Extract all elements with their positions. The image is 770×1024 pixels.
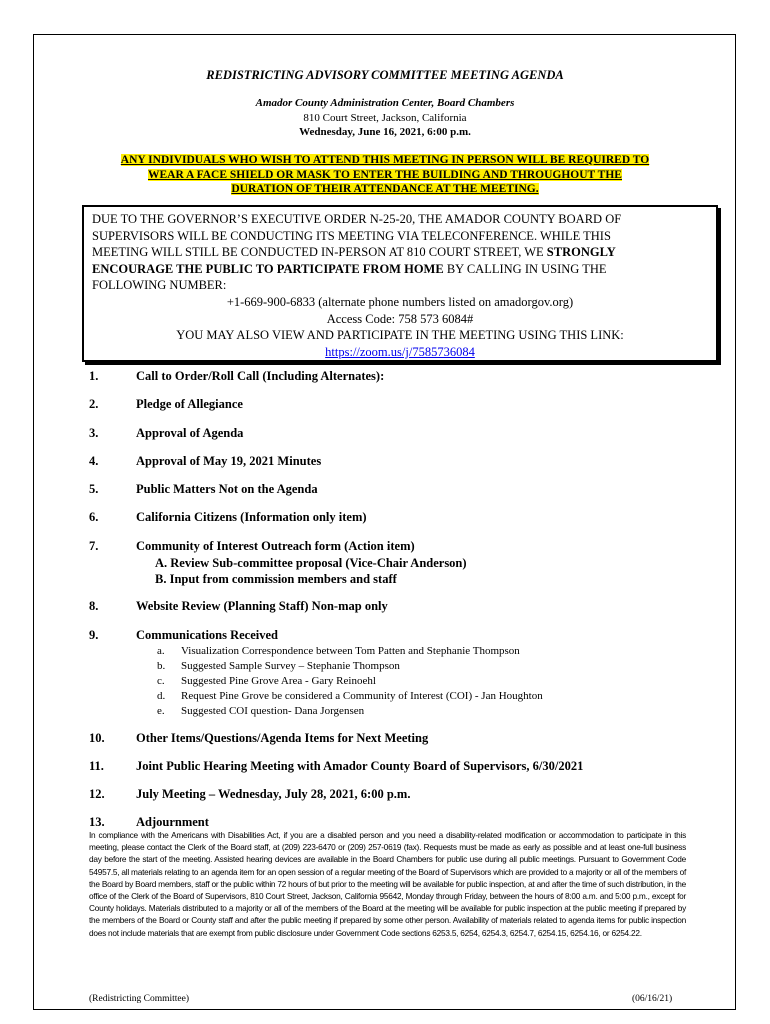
- item-9-sub-c: Suggested Pine Grove Area - Gary Reinoehl: [181, 675, 376, 687]
- venue-block: [40, 96, 730, 140]
- ada-disclaimer: In compliance with the Americans with Disabilities Act, if you are a disabled person and you need a disability-related modification or accommodation to participate in this meeting, please contact the Clerk of the Board staff, at (209) 223-6470 or (209) 257-0619 (fax). Requests must be made as early as possible and at least one-full business day before the start of the meeting. Assisted hearing devices are available in the Board Chambers for public use during all public meetings. Pursuant to Government Code 54957.5, all materials relating to an agenda item for an open session of a regular meeting of the Board of Supervisors which are provided to a majority or all of the members of the Board by Board members, staff or the public within 72 hours of but prior to the meeting will be available for public inspection, at and after the time of such distribution, in the office of the Clerk of the Board of Supervisors, 810 Court Street, Jackson, California 95642, Monday through Friday, between the hours of 8:00 a.m. and 5:00 p.m., except for County holidays. Materials distributed to a majority or all of the members of the Board at the meeting will be available for public inspection at the public meeting if prepared by the members of the Board or County staff and after the public meeting if prepared by some other person. Availability of materials related to agenda items for public inspection does not include materials that are exempt from public disclosure under Government Code sections 6253.5, 6254, 6254.3, 6254.7, 6254.15, 6254.16, or 6254.22.: [89, 830, 686, 938]
- tele-line-3: [92, 244, 708, 261]
- item-text: July Meeting – Wednesday, July 28, 2021, 6:00 p.m.: [136, 787, 411, 801]
- mask-notice: [80, 153, 690, 197]
- teleconference-box: [82, 205, 718, 362]
- tele-line-4-text: BY CALLING IN USING THE: [443, 261, 607, 276]
- item-number: 9.: [89, 628, 99, 642]
- tele-line-3-bold: STRONGLY: [546, 245, 616, 260]
- item-number: 10.: [89, 731, 105, 745]
- item-text: Other Items/Questions/Agenda Items for Next Meeting: [136, 731, 429, 745]
- item-number: 2.: [89, 397, 99, 411]
- tele-access-code: Access Code: 758 573 6084#: [326, 311, 474, 326]
- tele-line-2: SUPERVISORS WILL BE CONDUCTING ITS MEETING VIA TELECONFERENCE. WHILE THIS: [92, 228, 611, 243]
- item-number: 6.: [89, 510, 99, 524]
- item-text: Website Review (Planning Staff) Non-map only: [136, 599, 388, 613]
- item-text: Adjournment: [136, 815, 209, 829]
- item-number: 7.: [89, 539, 99, 553]
- venue-location: Amador County Administration Center, Board Chambers: [255, 97, 515, 109]
- item-9-letter: e.: [157, 705, 165, 717]
- tele-line-3-text: MEETING WILL STILL BE CONDUCTED IN-PERSON AT 810 COURT STREET, WE: [92, 245, 547, 260]
- item-number: 1.: [89, 369, 99, 383]
- item-number: 5.: [89, 482, 99, 496]
- item-7-sub-a: A. Review Sub-committee proposal (Vice-Chair Anderson): [155, 556, 467, 570]
- zoom-link[interactable]: https://zoom.us/j/7585736084: [325, 344, 475, 359]
- mask-notice-line-1: ANY INDIVIDUALS WHO WISH TO ATTEND THIS MEETING IN PERSON WILL BE REQUIRED TO: [120, 154, 650, 166]
- item-text: Communications Received: [136, 628, 278, 642]
- item-text: Approval of Agenda: [136, 426, 244, 440]
- item-9-letter: d.: [157, 690, 166, 702]
- tele-line-4: [92, 261, 708, 278]
- item-9-sub-d: Request Pine Grove be considered a Community of Interest (COI) - Jan Houghton: [181, 690, 543, 702]
- item-7-sub-b: B. Input from commission members and staff: [155, 572, 397, 586]
- item-9-letter: a.: [157, 645, 165, 657]
- item-number: 13.: [89, 815, 105, 829]
- item-text: Call to Order/Roll Call (Including Alternates):: [136, 369, 385, 383]
- footer-committee: (Redistricting Committee): [89, 994, 189, 1004]
- tele-phone: +1-669-900-6833 (alternate phone numbers listed on amadorgov.org): [226, 294, 574, 309]
- item-number: 12.: [89, 787, 105, 801]
- item-9-sub-a: Visualization Correspondence between Tom Patten and Stephanie Thompson: [181, 645, 520, 657]
- tele-view-text: YOU MAY ALSO VIEW AND PARTICIPATE IN THE MEETING USING THIS LINK:: [176, 328, 624, 343]
- item-text: Joint Public Hearing Meeting with Amador County Board of Supervisors, 6/30/2021: [136, 759, 584, 773]
- tele-line-5: FOLLOWING NUMBER:: [92, 278, 227, 293]
- mask-notice-line-2: WEAR A FACE SHIELD OR MASK TO ENTER THE BUILDING AND THROUGHOUT THE: [148, 168, 622, 181]
- venue-address: 810 Court Street, Jackson, California: [303, 111, 467, 124]
- item-9-letter: b.: [157, 660, 166, 672]
- item-9-letter: c.: [157, 675, 165, 687]
- mask-notice-line-3: DURATION OF THEIR ATTENDANCE AT THE MEETING.: [231, 183, 539, 195]
- footer-date: (06/16/21): [632, 994, 673, 1004]
- item-9-sub-b: Suggested Sample Survey – Stephanie Thompson: [181, 660, 400, 672]
- item-9-sub-e: Suggested COI question- Dana Jorgensen: [181, 705, 365, 717]
- tele-line-1: DUE TO THE GOVERNOR’S EXECUTIVE ORDER N-25-20, THE AMADOR COUNTY BOARD OF: [92, 212, 622, 226]
- item-text: California Citizens (Information only item): [136, 510, 367, 524]
- item-text: Pledge of Allegiance: [136, 397, 243, 411]
- agenda-title: REDISTRICTING ADVISORY COMMITTEE MEETING AGENDA: [206, 68, 564, 82]
- item-number: 4.: [89, 454, 99, 468]
- meeting-datetime: Wednesday, June 16, 2021, 6:00 p.m.: [299, 126, 471, 138]
- item-number: 8.: [89, 599, 99, 613]
- item-number: 3.: [89, 426, 99, 440]
- tele-line-4-bold: ENCOURAGE THE PUBLIC TO PARTICIPATE FROM HOME: [92, 261, 444, 276]
- item-text: Approval of May 19, 2021 Minutes: [136, 454, 322, 468]
- item-text: Community of Interest Outreach form (Action item): [136, 539, 415, 553]
- item-text: Public Matters Not on the Agenda: [136, 482, 318, 496]
- item-number: 11.: [89, 759, 104, 773]
